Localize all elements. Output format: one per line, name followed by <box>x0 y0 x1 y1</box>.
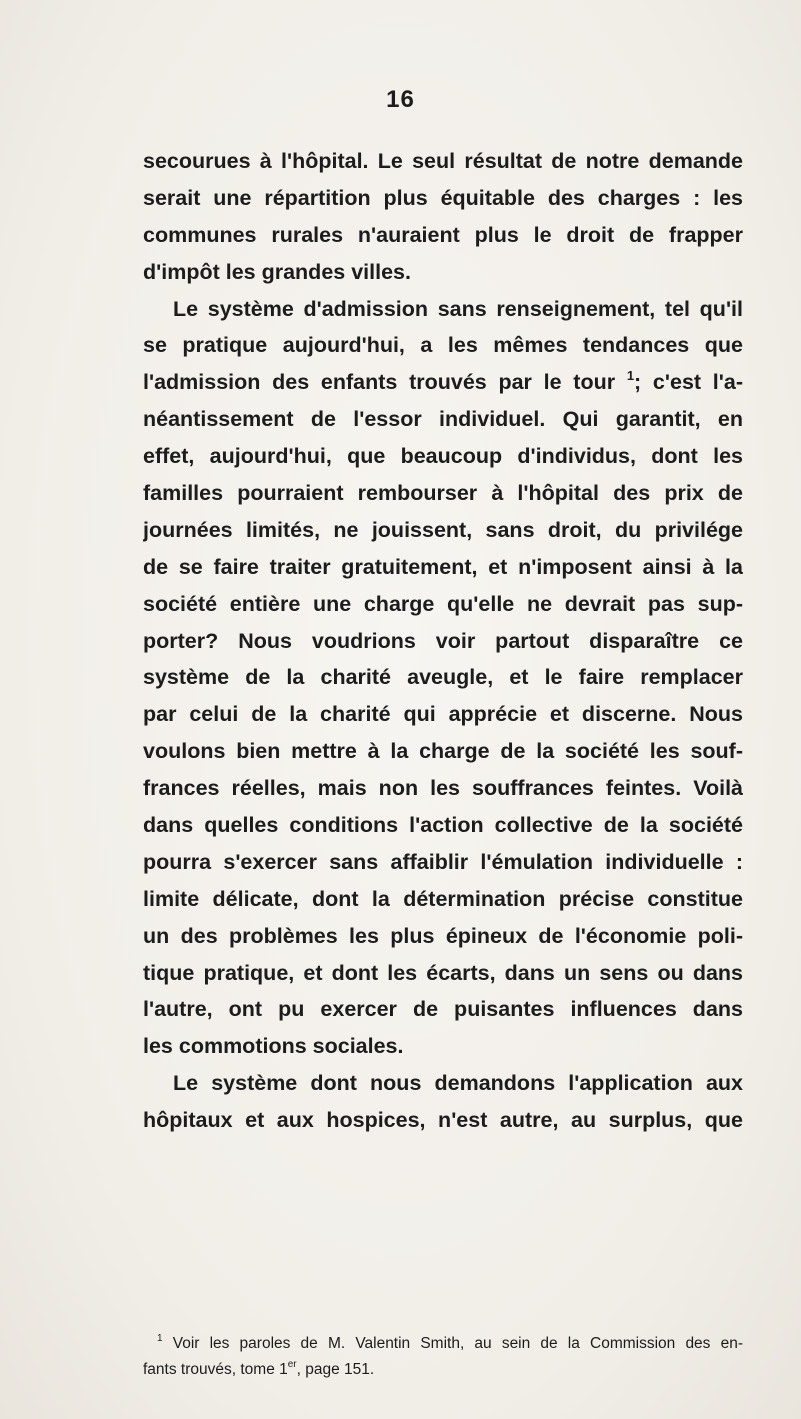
text-line: communes rurales n'auraient plus le droit de frapper <box>143 222 743 247</box>
footnote-superscript: er <box>287 1359 297 1370</box>
text-line: serait une répartition plus équitable des charges : les <box>143 185 743 210</box>
footnote-text: Voir les paroles de M. Valentin Smith, au sein de la Commission des en- <box>172 1335 743 1352</box>
text-line: par celui de la charité qui apprécie et discerne. Nous <box>143 702 743 727</box>
text-line: pourra s'exercer sans affaiblir l'émulation individuelle : <box>143 849 743 874</box>
text-line: tique pratique, et dont les écarts, dans un sens ou dans <box>143 960 743 985</box>
footnote-text: , page 151. <box>296 1361 375 1378</box>
text-line: hôpitaux et aux hospices, n'est autre, au surplus, que <box>143 1108 743 1133</box>
text-fragment: ; c'est l'a- <box>634 370 743 395</box>
text-line: d'impôt les grandes villes. <box>143 259 411 284</box>
text-line: journées limités, ne jouissent, sans droit, du privilége <box>143 517 743 542</box>
text-line: limite délicate, dont la détermination précise constitue <box>143 886 743 911</box>
text-line: un des problèmes les plus épineux de l'économie poli- <box>143 923 743 948</box>
text-line: les commotions sociales. <box>143 1034 404 1059</box>
text-line: Le système d'admission sans renseignement, tel qu'il <box>173 296 743 321</box>
text-line: effet, aujourd'hui, que beaucoup d'individus, dont les <box>143 444 743 469</box>
footnote <box>143 1331 743 1383</box>
text-line: Le système dont nous demandons l'application aux <box>173 1071 743 1096</box>
text-fragment: l'admission des enfants trouvés par le tour <box>143 370 627 395</box>
footnote-marker: 1 <box>157 1333 163 1344</box>
text-line: néantissement de l'essor individuel. Qui garantit, en <box>143 407 743 432</box>
text-line: voulons bien mettre à la charge de la société les souf- <box>143 739 743 764</box>
text-line: familles pourraient rembourser à l'hôpital des prix de <box>143 481 743 506</box>
text-line: société entière une charge qu'elle ne devrait pas sup- <box>143 591 743 616</box>
body-text <box>143 143 743 1139</box>
text-line: l'autre, ont pu exercer de puisantes influences dans <box>143 997 743 1022</box>
text-line: porter? Nous voudrions voir partout disparaître ce <box>143 628 743 653</box>
footnote-line <box>143 1331 743 1357</box>
page-number: 16 <box>386 86 415 113</box>
text-line-with-note-ref <box>143 364 743 401</box>
footnote-text: fants trouvés, tome 1 <box>143 1361 288 1378</box>
text-line: secourues à l'hôpital. Le seul résultat de notre demande <box>143 149 743 173</box>
text-line: frances réelles, mais non les souffrances feintes. Voilà <box>143 776 743 801</box>
footnote-reference[interactable]: 1 <box>626 368 635 384</box>
text-line: se pratique aujourd'hui, a les mêmes tendances que <box>143 333 743 358</box>
footnote-line <box>143 1357 743 1383</box>
text-line: dans quelles conditions l'action collective de la société <box>143 813 743 838</box>
text-line: de se faire traiter gratuitement, et n'imposent ainsi à la <box>143 554 743 579</box>
text-line: système de la charité aveugle, et le faire remplacer <box>143 665 743 690</box>
